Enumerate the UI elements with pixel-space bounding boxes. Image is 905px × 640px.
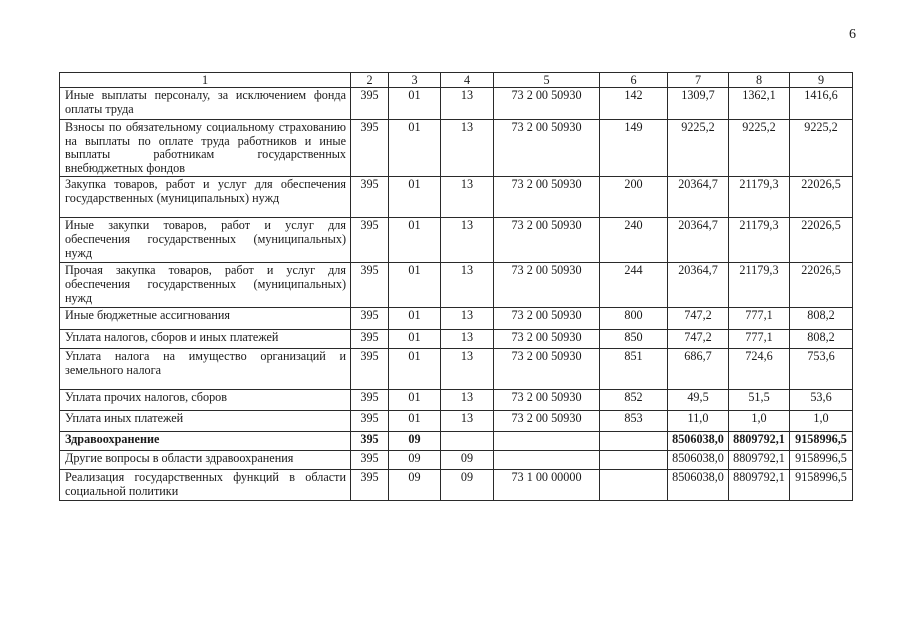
amount-col7-cell: 747,2 bbox=[668, 308, 729, 330]
code-col5-cell: 73 1 00 00000 bbox=[494, 470, 600, 500]
table-row bbox=[60, 120, 853, 177]
code-col2-cell: 395 bbox=[351, 88, 389, 120]
expense-name-cell: Здравоохранение bbox=[60, 432, 351, 451]
amount-col7-cell: 9225,2 bbox=[668, 120, 729, 177]
expense-name-cell: Другие вопросы в области здравоохранения bbox=[60, 451, 351, 470]
amount-col8-cell: 724,6 bbox=[729, 349, 790, 390]
code-col4-cell: 09 bbox=[441, 470, 494, 500]
code-col4-cell: 13 bbox=[441, 218, 494, 263]
expense-name-cell: Иные закупки товаров, работ и услуг для обеспечения государственных (муниципальных) нужд bbox=[60, 218, 351, 263]
table-row bbox=[60, 177, 853, 218]
amount-col7-cell: 8506038,0 bbox=[668, 451, 729, 470]
code-col6-cell: 200 bbox=[600, 177, 668, 218]
table-row bbox=[60, 330, 853, 349]
code-col5-cell bbox=[494, 451, 600, 470]
amount-col9-cell: 1,0 bbox=[790, 411, 853, 432]
code-col4-cell: 13 bbox=[441, 177, 494, 218]
header-cell-6: 6 bbox=[600, 73, 668, 88]
code-col4-cell: 13 bbox=[441, 120, 494, 177]
amount-col8-cell: 8809792,1 bbox=[729, 451, 790, 470]
code-col2-cell: 395 bbox=[351, 308, 389, 330]
code-col2-cell: 395 bbox=[351, 411, 389, 432]
code-col2-cell: 395 bbox=[351, 349, 389, 390]
code-col2-cell: 395 bbox=[351, 120, 389, 177]
header-cell-1: 1 bbox=[60, 73, 351, 88]
code-col5-cell: 73 2 00 50930 bbox=[494, 330, 600, 349]
code-col6-cell: 800 bbox=[600, 308, 668, 330]
code-col2-cell: 395 bbox=[351, 390, 389, 411]
code-col3-cell: 01 bbox=[389, 218, 441, 263]
code-col3-cell: 01 bbox=[389, 120, 441, 177]
code-col5-cell: 73 2 00 50930 bbox=[494, 177, 600, 218]
amount-col8-cell: 777,1 bbox=[729, 330, 790, 349]
code-col5-cell: 73 2 00 50930 bbox=[494, 349, 600, 390]
table-row bbox=[60, 349, 853, 390]
header-cell-4: 4 bbox=[441, 73, 494, 88]
amount-col8-cell: 21179,3 bbox=[729, 218, 790, 263]
table-body bbox=[60, 73, 853, 501]
amount-col9-cell: 9158996,5 bbox=[790, 470, 853, 500]
code-col6-cell: 142 bbox=[600, 88, 668, 120]
table-row bbox=[60, 308, 853, 330]
header-cell-2: 2 bbox=[351, 73, 389, 88]
amount-col9-cell: 1416,6 bbox=[790, 88, 853, 120]
code-col6-cell: 240 bbox=[600, 218, 668, 263]
amount-col9-cell: 22026,5 bbox=[790, 177, 853, 218]
amount-col7-cell: 1309,7 bbox=[668, 88, 729, 120]
amount-col9-cell: 53,6 bbox=[790, 390, 853, 411]
amount-col7-cell: 11,0 bbox=[668, 411, 729, 432]
header-cell-7: 7 bbox=[668, 73, 729, 88]
amount-col8-cell: 8809792,1 bbox=[729, 432, 790, 451]
expense-name-cell: Прочая закупка товаров, работ и услуг для обеспечения государственных (муниципальных) нужд bbox=[60, 263, 351, 308]
amount-col9-cell: 9158996,5 bbox=[790, 451, 853, 470]
header-cell-9: 9 bbox=[790, 73, 853, 88]
amount-col8-cell: 21179,3 bbox=[729, 177, 790, 218]
code-col2-cell: 395 bbox=[351, 451, 389, 470]
code-col4-cell: 13 bbox=[441, 88, 494, 120]
code-col3-cell: 01 bbox=[389, 330, 441, 349]
expense-name-cell: Уплата прочих налогов, сборов bbox=[60, 390, 351, 411]
code-col5-cell: 73 2 00 50930 bbox=[494, 411, 600, 432]
amount-col7-cell: 747,2 bbox=[668, 330, 729, 349]
expense-name-cell: Иные выплаты персоналу, за исключением фонда оплаты труда bbox=[60, 88, 351, 120]
code-col6-cell bbox=[600, 451, 668, 470]
code-col3-cell: 01 bbox=[389, 88, 441, 120]
amount-col8-cell: 8809792,1 bbox=[729, 470, 790, 500]
expense-name-cell: Уплата налогов, сборов и иных платежей bbox=[60, 330, 351, 349]
expense-name-cell: Закупка товаров, работ и услуг для обеспечения государственных (муниципальных) нужд bbox=[60, 177, 351, 218]
code-col2-cell: 395 bbox=[351, 177, 389, 218]
amount-col7-cell: 20364,7 bbox=[668, 177, 729, 218]
amount-col7-cell: 20364,7 bbox=[668, 218, 729, 263]
expense-name-cell: Уплата налога на имущество организаций и земельного налога bbox=[60, 349, 351, 390]
expense-name-cell: Взносы по обязательному социальному страхованию на выплаты по оплате труда работников и иные выплаты работникам государственных внебюджетных фондов bbox=[60, 120, 351, 177]
amount-col9-cell: 9158996,5 bbox=[790, 432, 853, 451]
code-col4-cell: 09 bbox=[441, 451, 494, 470]
code-col5-cell: 73 2 00 50930 bbox=[494, 390, 600, 411]
budget-table bbox=[59, 72, 853, 501]
code-col4-cell: 13 bbox=[441, 390, 494, 411]
amount-col8-cell: 21179,3 bbox=[729, 263, 790, 308]
code-col2-cell: 395 bbox=[351, 218, 389, 263]
code-col5-cell: 73 2 00 50930 bbox=[494, 88, 600, 120]
code-col2-cell: 395 bbox=[351, 263, 389, 308]
code-col6-cell bbox=[600, 432, 668, 451]
amount-col9-cell: 753,6 bbox=[790, 349, 853, 390]
amount-col7-cell: 8506038,0 bbox=[668, 470, 729, 500]
amount-col8-cell: 1,0 bbox=[729, 411, 790, 432]
code-col2-cell: 395 bbox=[351, 470, 389, 500]
page-number: 6 bbox=[849, 27, 856, 42]
code-col3-cell: 01 bbox=[389, 308, 441, 330]
code-col4-cell: 13 bbox=[441, 308, 494, 330]
code-col4-cell: 13 bbox=[441, 411, 494, 432]
header-cell-3: 3 bbox=[389, 73, 441, 88]
code-col5-cell: 73 2 00 50930 bbox=[494, 308, 600, 330]
code-col3-cell: 01 bbox=[389, 390, 441, 411]
amount-col9-cell: 22026,5 bbox=[790, 263, 853, 308]
code-col4-cell: 13 bbox=[441, 263, 494, 308]
code-col2-cell: 395 bbox=[351, 432, 389, 451]
code-col6-cell: 149 bbox=[600, 120, 668, 177]
amount-col9-cell: 808,2 bbox=[790, 308, 853, 330]
code-col4-cell bbox=[441, 432, 494, 451]
code-col6-cell: 244 bbox=[600, 263, 668, 308]
expense-name-cell: Уплата иных платежей bbox=[60, 411, 351, 432]
amount-col7-cell: 49,5 bbox=[668, 390, 729, 411]
expense-name-cell: Иные бюджетные ассигнования bbox=[60, 308, 351, 330]
code-col3-cell: 01 bbox=[389, 349, 441, 390]
amount-col7-cell: 8506038,0 bbox=[668, 432, 729, 451]
amount-col9-cell: 9225,2 bbox=[790, 120, 853, 177]
code-col6-cell bbox=[600, 470, 668, 500]
amount-col7-cell: 20364,7 bbox=[668, 263, 729, 308]
table-row bbox=[60, 263, 853, 308]
header-row bbox=[60, 73, 853, 88]
amount-col8-cell: 9225,2 bbox=[729, 120, 790, 177]
amount-col7-cell: 686,7 bbox=[668, 349, 729, 390]
code-col5-cell: 73 2 00 50930 bbox=[494, 218, 600, 263]
amount-col9-cell: 22026,5 bbox=[790, 218, 853, 263]
table-row bbox=[60, 432, 853, 451]
code-col3-cell: 01 bbox=[389, 263, 441, 308]
amount-col8-cell: 777,1 bbox=[729, 308, 790, 330]
code-col6-cell: 850 bbox=[600, 330, 668, 349]
code-col3-cell: 01 bbox=[389, 411, 441, 432]
table-row bbox=[60, 451, 853, 470]
table-row bbox=[60, 411, 853, 432]
code-col4-cell: 13 bbox=[441, 349, 494, 390]
code-col6-cell: 852 bbox=[600, 390, 668, 411]
table-row bbox=[60, 88, 853, 120]
code-col6-cell: 853 bbox=[600, 411, 668, 432]
code-col3-cell: 09 bbox=[389, 432, 441, 451]
code-col5-cell bbox=[494, 432, 600, 451]
code-col3-cell: 09 bbox=[389, 470, 441, 500]
table-row bbox=[60, 390, 853, 411]
code-col2-cell: 395 bbox=[351, 330, 389, 349]
table-row bbox=[60, 470, 853, 500]
table-row bbox=[60, 218, 853, 263]
amount-col9-cell: 808,2 bbox=[790, 330, 853, 349]
code-col4-cell: 13 bbox=[441, 330, 494, 349]
code-col3-cell: 09 bbox=[389, 451, 441, 470]
amount-col8-cell: 51,5 bbox=[729, 390, 790, 411]
code-col5-cell: 73 2 00 50930 bbox=[494, 263, 600, 308]
expense-name-cell: Реализация государственных функций в области социальной политики bbox=[60, 470, 351, 500]
amount-col8-cell: 1362,1 bbox=[729, 88, 790, 120]
code-col3-cell: 01 bbox=[389, 177, 441, 218]
header-cell-8: 8 bbox=[729, 73, 790, 88]
header-cell-5: 5 bbox=[494, 73, 600, 88]
code-col6-cell: 851 bbox=[600, 349, 668, 390]
code-col5-cell: 73 2 00 50930 bbox=[494, 120, 600, 177]
